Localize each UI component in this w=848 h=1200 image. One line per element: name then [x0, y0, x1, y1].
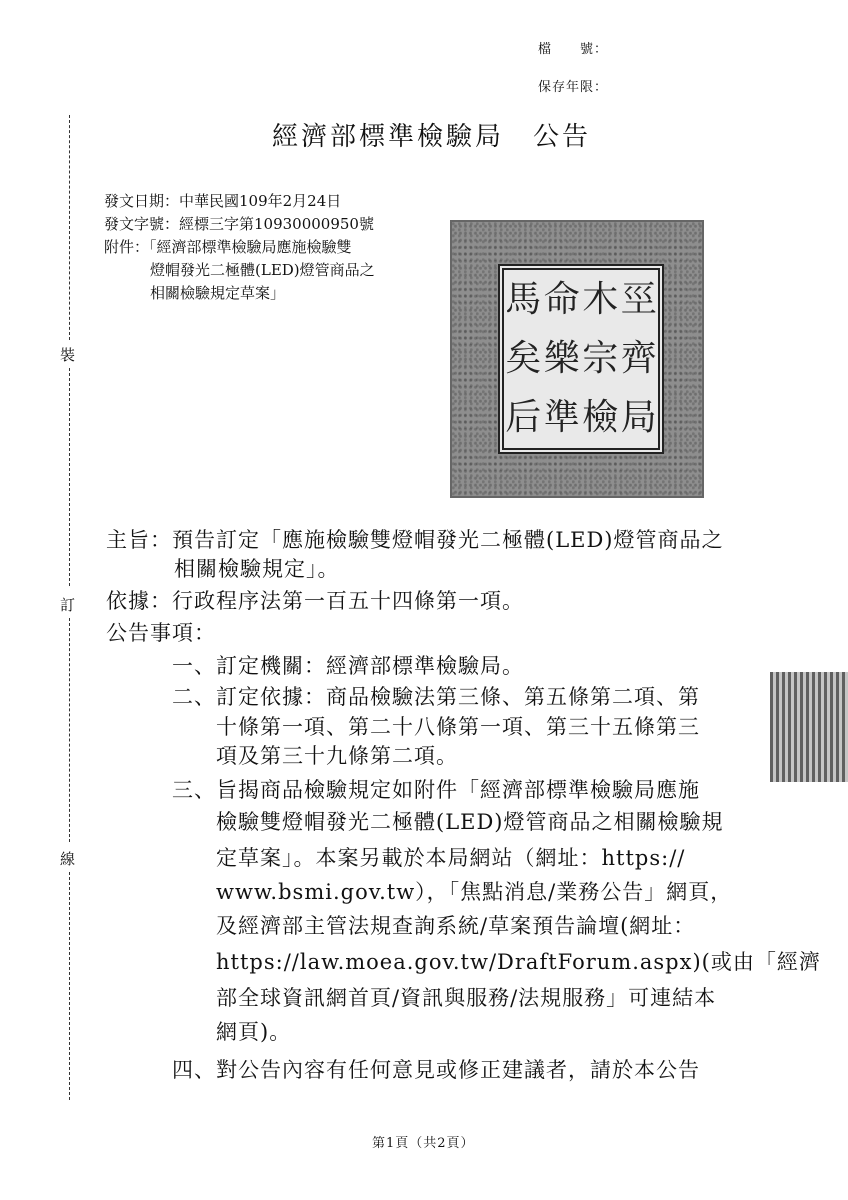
item-3-line-3: 定草案」。本案另載於本局網站（網址：https://	[216, 846, 686, 870]
seal-glyph: 宗	[582, 337, 619, 379]
document-title: 經濟部標準檢驗局 公告	[272, 122, 592, 152]
attachment-line-1: 附件：「經濟部標準檢驗局應施檢驗雙	[104, 238, 352, 256]
seal-glyph: 檢	[582, 397, 619, 439]
item-1: 一、訂定機關：經濟部標準檢驗局。	[172, 654, 524, 678]
subject-line-2: 相關檢驗規定」。	[174, 557, 340, 581]
item-3-line-7: 部全球資訊網首頁/資訊與服務/法規服務」可連結本	[216, 986, 717, 1010]
binding-line-mid-upper	[69, 368, 70, 586]
seal-glyph: 木	[582, 278, 619, 320]
attachment-line-3: 相關檢驗規定草案」	[150, 284, 286, 302]
item-2-line-2: 十條第一項、第二十八條第一項、第三十五條第三	[216, 715, 700, 739]
item-3-line-5: 及經濟部主管法規查詢系統/草案預告論壇(網址：	[216, 914, 696, 938]
issue-date: 發文日期：中華民國109年2月24日	[104, 192, 342, 210]
binding-char-zhuang: 裝	[60, 346, 76, 364]
attachment-line-2: 燈帽發光二極體(LED)燈管商品之	[150, 261, 375, 279]
item-4-line-1: 四、對公告內容有任何意見或修正建議者，請於本公告	[172, 1058, 700, 1082]
file-number-label: 檔 號：	[538, 42, 609, 57]
item-3-line-4: www.bsmi.gov.tw），「焦點消息/業務公告」網頁，	[216, 880, 733, 904]
items-heading: 公告事項：	[106, 621, 216, 645]
seal-glyph: 后	[505, 397, 542, 439]
document-number: 發文字號：經標三字第10930000950號	[104, 215, 374, 233]
seal-glyph: 巠	[620, 278, 657, 320]
item-3-line-2: 檢驗雙燈帽發光二極體(LED)燈管商品之相關檢驗規	[216, 810, 724, 834]
seal-inner-frame	[498, 264, 664, 454]
item-2-line-3: 項及第三十九條第二項。	[216, 744, 458, 768]
item-3-line-8: 網頁)。	[216, 1020, 292, 1044]
subject-line-1: 主旨：預告訂定「應施檢驗雙燈帽發光二極體(LED)燈管商品之	[106, 528, 724, 552]
item-3-line-6: https://law.moea.gov.tw/DraftForum.aspx)(或由「經濟	[216, 950, 821, 974]
page-number: 第1頁（共2頁）	[372, 1136, 475, 1151]
basis-line: 依據：行政程序法第一百五十四條第一項。	[106, 589, 524, 613]
binding-line-bottom	[69, 872, 70, 1100]
item-2-line-1: 二、訂定依據：商品檢驗法第三條、第五條第二項、第	[172, 685, 700, 709]
binding-line-mid-lower	[69, 618, 70, 842]
seal-glyph: 命	[543, 278, 580, 320]
official-seal	[450, 220, 704, 498]
seal-glyph: 局	[620, 397, 657, 439]
side-stamp	[770, 672, 848, 782]
binding-char-xian: 線	[60, 850, 76, 868]
seal-glyph: 樂	[543, 337, 580, 379]
seal-glyph: 馬	[505, 278, 542, 320]
binding-line-top	[69, 115, 70, 340]
binding-char-ding: 訂	[60, 596, 76, 614]
seal-glyph: 齊	[620, 337, 657, 379]
retention-period-label: 保存年限：	[538, 80, 609, 95]
item-3-line-1: 三、旨揭商品檢驗規定如附件「經濟部標準檢驗局應施	[172, 778, 700, 802]
seal-glyph: 矣	[505, 337, 542, 379]
seal-glyph: 準	[543, 397, 580, 439]
